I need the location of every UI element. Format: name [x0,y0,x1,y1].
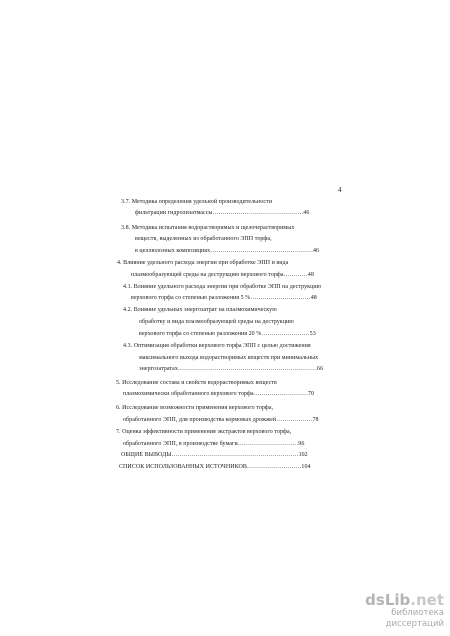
toc-line: плазмообразующей среды на деструкцию верхового торфа…………48 [131,272,314,278]
toc-line: СПИСОК ИСПОЛЬЗОВАННЫХ ИСТОЧНИКОВ………………………104 [119,464,311,470]
page-number: 4 [338,186,342,194]
watermark-logo [340,592,444,608]
watermark-logo-main: dsLib [365,591,411,609]
watermark-subtitle: библиотека диссертаций [385,608,444,629]
toc-line: 4.1. Влияние удельного расхода энергии при обработке ЭПП на деструкцию [123,284,322,290]
toc-line: 6. Исследование возможности применения верхового торфа, [116,405,274,411]
toc-line: обработку и вида плазмообразующей среды на деструкцию [139,319,294,325]
toc-line: 3.7. Методика определения удельной производительности [121,199,273,205]
toc-line: 4. Влияние удельного расхода энергии при обработке ЭПП и вида [117,260,289,266]
toc-line: 7. Оценка эффективности применения экстрактов верхового торфа, [116,429,292,435]
toc-line: верхового торфа со степенью разложения 5 %…………………………48 [131,295,317,301]
toc-line: обработанного ЭПП, в производстве бумаги…………………………96 [123,441,305,447]
toc-line: 3.8. Методика испытания водорастворимых и щелочерастворимых [121,225,295,231]
toc-line: 4.2. Влияние удельных энергозатрат на плазмохимическую [123,307,277,313]
toc-line: ОБЩИЕ ВЫВОДЫ………………………………………………………102 [121,452,308,458]
watermark [340,592,444,630]
toc-line: в целлюлозных композициях……………………………………………46 [135,248,320,254]
toc-line: верхового торфа со степенью разложения 20 %……………………53 [139,331,316,337]
toc-line: 5. Исследование состава и свойств водорастворимых веществ [116,380,277,386]
toc-line: плазмохимически обработанного верхового торфа………………………70 [123,391,315,397]
toc-line: максимального выхода водорастворимых веществ при минимальных [139,355,319,361]
watermark-logo-tld: .net [410,591,444,609]
toc-line: энергозатратах……………………………………………………………66 [139,366,324,372]
toc-line: веществ, выделенных из обработанного ЭПП торфа, [135,236,272,242]
toc-line: обработанного ЭПП, для производства кормовых дрожжей………………78 [123,417,319,423]
toc-line: фильтрации гидролизатмассы………………………………………46 [135,210,310,216]
toc-line: 4.3. Оптимизация обработки верхового торфа ЭПП с целью достижения [123,343,311,349]
